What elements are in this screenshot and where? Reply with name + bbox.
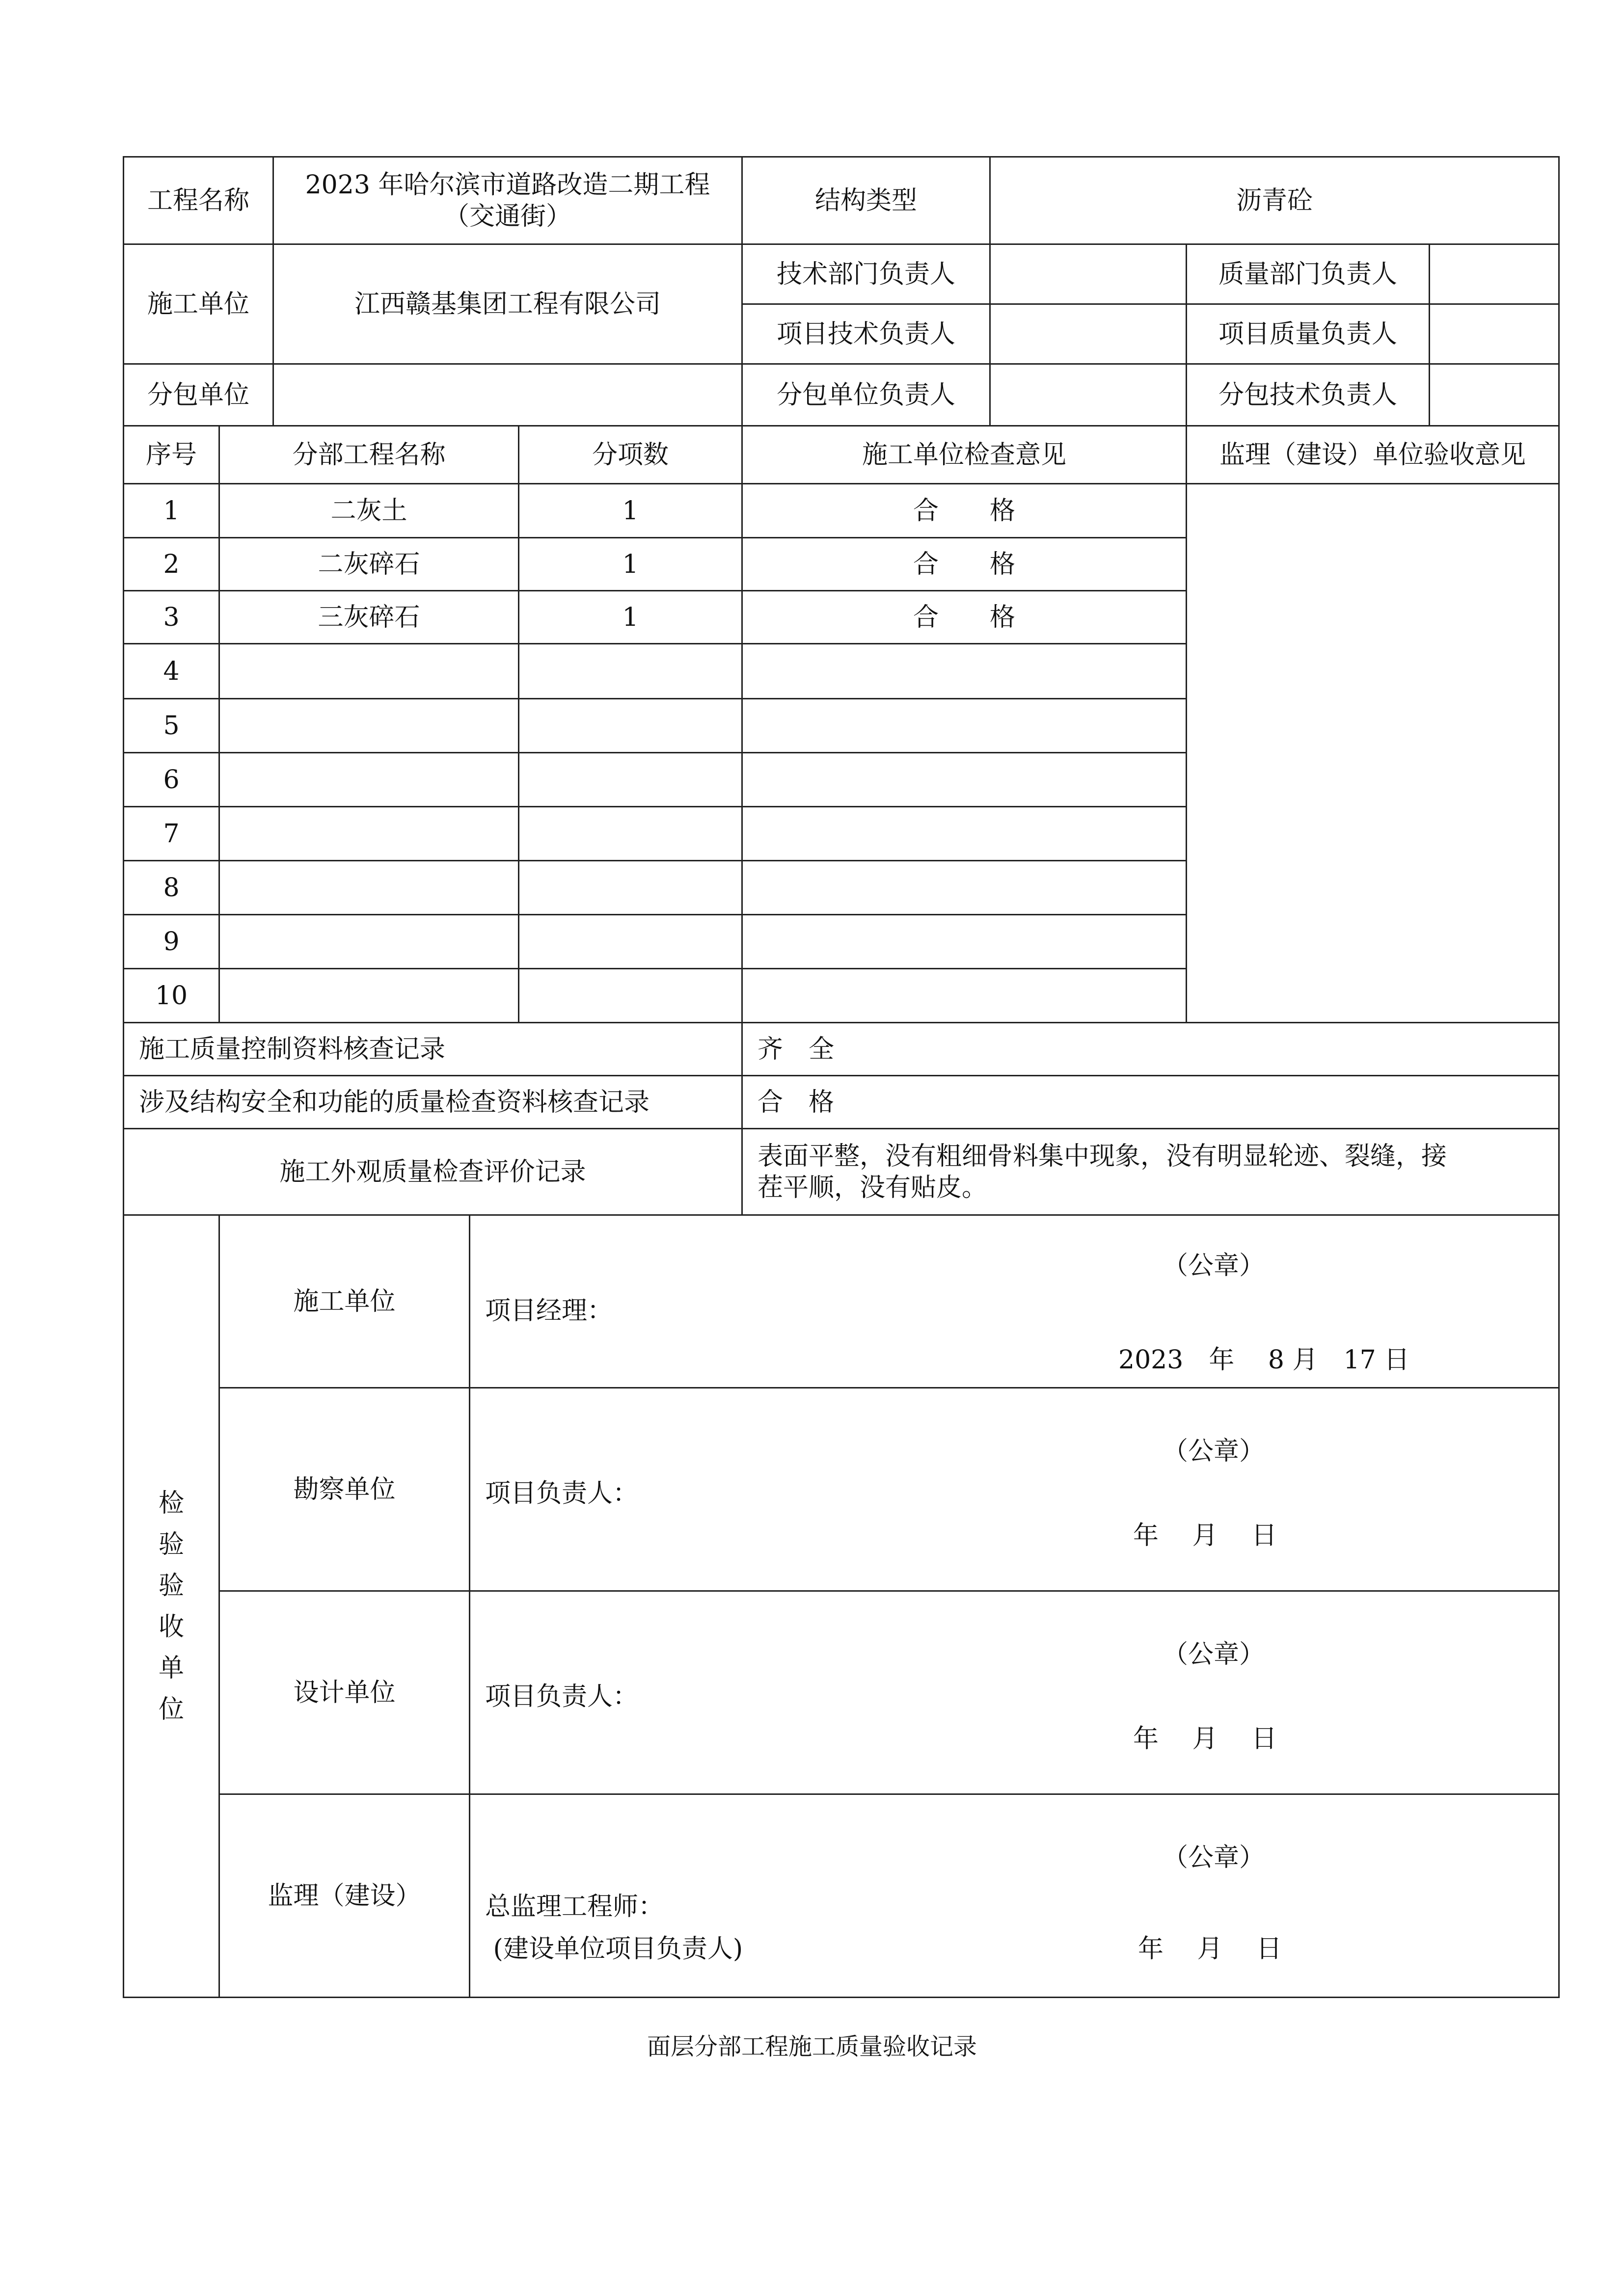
group-label-char: 验 (158, 1571, 184, 1601)
group-label-char: 单 (158, 1653, 184, 1683)
col-header-construction-opinion: 施工单位检查意见 (742, 426, 1187, 484)
row-name: 三灰碎石 (219, 591, 519, 644)
row-count (519, 915, 742, 969)
structure-type-value: 沥青砼 (990, 157, 1559, 244)
project-name-label: 工程名称 (124, 157, 273, 244)
row-no: 3 (124, 591, 219, 644)
control-data-value: 齐 全 (742, 1023, 1559, 1076)
items-header-row (124, 426, 1559, 484)
col-header-supervision-opinion: 监理（建设）单位验收意见 (1187, 426, 1559, 484)
project-quality-head-value (1430, 304, 1559, 364)
row-no: 6 (124, 753, 219, 807)
subcontract-head-value (990, 364, 1187, 426)
tech-dept-head-value (990, 244, 1187, 304)
row-name (219, 753, 519, 807)
seal-placeholder: （公章） (1163, 1640, 1265, 1669)
col-header-no: 序号 (124, 426, 219, 484)
seal-placeholder: （公章） (1163, 1843, 1265, 1872)
row-opinion: 合 格 (742, 538, 1187, 591)
signature-cell-survey (470, 1388, 1559, 1591)
row-name (219, 807, 519, 861)
subcontract-tech-head-value (1430, 364, 1559, 426)
acceptance-group-label (124, 1215, 219, 1998)
signer-label: 总监理工程师： (485, 1892, 664, 1922)
signature-cell-construction (470, 1215, 1559, 1388)
row-opinion (742, 969, 1187, 1023)
tech-dept-head-label: 技术部门负责人 (742, 244, 990, 304)
col-header-count: 分项数 (519, 426, 742, 484)
appearance-value-line2: 茬平顺，没有贴皮。 (758, 1173, 988, 1202)
construction-unit-label: 施工单位 (124, 244, 273, 364)
signer-label: 项目经理： (485, 1296, 613, 1326)
sign-date: 年 月 日 (1138, 1934, 1282, 1964)
row-count (519, 644, 742, 699)
row-opinion (742, 699, 1187, 753)
acceptance-record-sheet (123, 156, 1558, 2008)
group-label-char: 验 (158, 1529, 184, 1559)
sign-date: 年 月 日 (1133, 1724, 1277, 1754)
row-opinion (742, 644, 1187, 699)
structure-type-label: 结构类型 (742, 157, 990, 244)
row-count (519, 699, 742, 753)
row-opinion (742, 861, 1187, 915)
subcontract-tech-head-label: 分包技术负责人 (1187, 364, 1430, 426)
seal-placeholder: （公章） (1163, 1251, 1265, 1281)
project-name-line2: （交通街） (443, 201, 571, 231)
supervision-opinion-cell (1187, 484, 1559, 1023)
sign-date: 年 月 日 (1133, 1521, 1277, 1550)
signature-cell-supervision (470, 1794, 1559, 1998)
safety-check-value: 合 格 (742, 1076, 1559, 1129)
row-name (219, 915, 519, 969)
signer-sub-label: (建设单位项目负责人) (485, 1934, 743, 1964)
control-data-label: 施工质量控制资料核查记录 (124, 1023, 742, 1076)
row-opinion (742, 753, 1187, 807)
row-name (219, 861, 519, 915)
seal-placeholder: （公章） (1163, 1437, 1265, 1466)
row-name: 二灰碎石 (219, 538, 519, 591)
subcontract-head-label: 分包单位负责人 (742, 364, 990, 426)
row-no: 1 (124, 484, 219, 538)
quality-dept-head-value (1430, 244, 1559, 304)
row-no: 9 (124, 915, 219, 969)
signer-label: 项目负责人： (485, 1479, 639, 1508)
row-opinion (742, 807, 1187, 861)
row-opinion: 合 格 (742, 591, 1187, 644)
row-count (519, 807, 742, 861)
group-label-char: 检 (158, 1488, 184, 1518)
quality-dept-head-label: 质量部门负责人 (1187, 244, 1430, 304)
row-no: 2 (124, 538, 219, 591)
appearance-value (742, 1129, 1559, 1215)
row-no: 8 (124, 861, 219, 915)
row-no: 7 (124, 807, 219, 861)
row-name (219, 969, 519, 1023)
row-opinion: 合 格 (742, 484, 1187, 538)
row-name: 二灰土 (219, 484, 519, 538)
row-count: 1 (519, 484, 742, 538)
row-no: 5 (124, 699, 219, 753)
project-tech-head-value (990, 304, 1187, 364)
appearance-label: 施工外观质量检查评价记录 (124, 1129, 742, 1215)
project-quality-head-label: 项目质量负责人 (1187, 304, 1430, 364)
row-count (519, 969, 742, 1023)
group-label-char: 位 (158, 1694, 184, 1724)
group-label-char: 收 (158, 1612, 184, 1642)
row-count: 1 (519, 538, 742, 591)
appearance-value-line1: 表面平整，没有粗细骨料集中现象，没有明显轮迹、裂缝，接 (758, 1141, 1447, 1171)
project-name-value (273, 157, 742, 244)
row-no: 10 (124, 969, 219, 1023)
unit-name-survey: 勘察单位 (219, 1388, 470, 1591)
document-title: 面层分部工程施工质量验收记录 (647, 2033, 977, 2060)
subcontract-unit-value (273, 364, 742, 426)
project-name-line1: 2023 年哈尔滨市道路改造二期工程 (305, 170, 710, 200)
unit-name-construction: 施工单位 (219, 1215, 470, 1388)
construction-unit-value: 江西赣基集团工程有限公司 (273, 244, 742, 364)
unit-name-supervision: 监理（建设） (219, 1794, 470, 1998)
unit-name-design: 设计单位 (219, 1591, 470, 1794)
signer-label: 项目负责人： (485, 1682, 639, 1711)
row-count: 1 (519, 591, 742, 644)
sign-date: 2023 年 8 月 17 日 (1118, 1345, 1410, 1375)
project-tech-head-label: 项目技术负责人 (742, 304, 990, 364)
row-opinion (742, 915, 1187, 969)
records-table (123, 1022, 1560, 1216)
signature-cell-design (470, 1591, 1559, 1794)
table-row (124, 484, 1559, 538)
row-name (219, 644, 519, 699)
safety-check-label: 涉及结构安全和功能的质量检查资料核查记录 (124, 1076, 742, 1129)
row-count (519, 753, 742, 807)
row-name (219, 699, 519, 753)
header-table (123, 156, 1560, 427)
row-no: 4 (124, 644, 219, 699)
acceptance-table (123, 1214, 1560, 1998)
items-table (123, 425, 1560, 1023)
row-count (519, 861, 742, 915)
col-header-name: 分部工程名称 (219, 426, 519, 484)
subcontract-unit-label: 分包单位 (124, 364, 273, 426)
